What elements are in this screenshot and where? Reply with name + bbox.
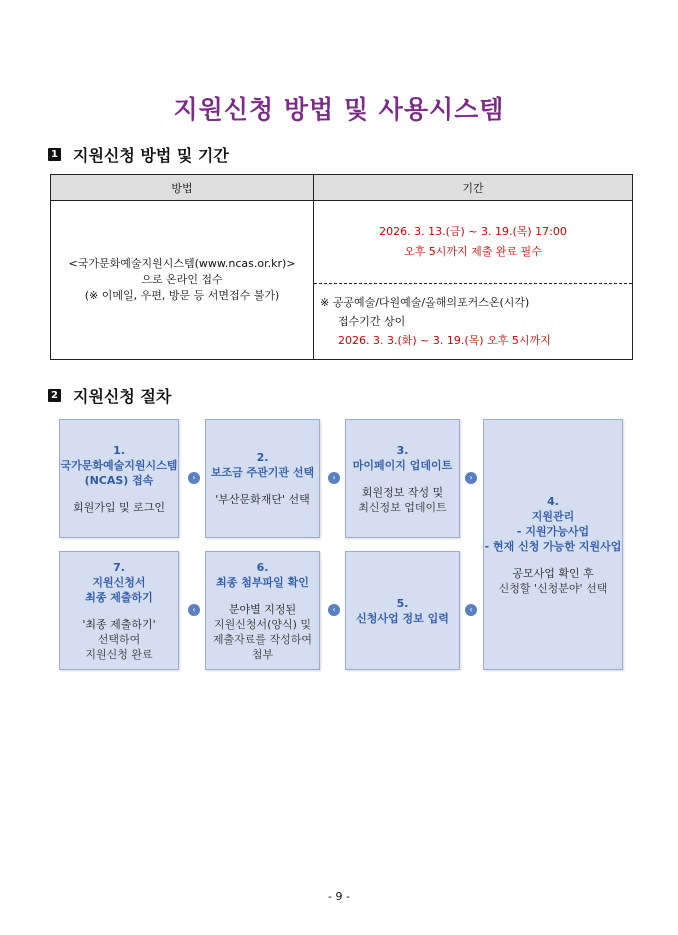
step-7-desc-2: 선택하여 <box>97 632 141 646</box>
step-box-4 <box>483 419 623 670</box>
step-box-5 <box>345 551 460 670</box>
step-4-title-2: - 지원가능사업 <box>516 524 590 538</box>
section-number-1: 1 <box>48 148 61 161</box>
period-date: 2026. 3. 13.(금) ~ 3. 19.(목) 17:00 <box>379 225 567 238</box>
step-7-title: 지원신청서 <box>92 575 146 589</box>
step-2-desc: '부산문화재단' 선택 <box>215 493 310 506</box>
step-box-3 <box>345 419 460 538</box>
page-number: - 9 - <box>328 890 350 903</box>
step-4-title: 지원관리 <box>531 509 575 523</box>
section-title-2: 지원신청 절차 <box>73 387 172 406</box>
arrow-right-icon: › <box>328 472 340 484</box>
step-5-number: 5. <box>396 596 409 610</box>
step-1-title-2: (NCAS) 접속 <box>84 473 154 487</box>
step-box-1 <box>59 419 179 538</box>
step-3-title: 마이페이지 업데이트 <box>352 458 453 472</box>
step-6-desc-3: 제출자료를 작성하여 <box>212 632 313 646</box>
page-title: 지원신청 방법 및 사용시스템 <box>173 95 505 124</box>
step-7-desc-3: 지원신청 완료 <box>85 647 153 661</box>
step-1-desc: 회원가입 및 로그인 <box>72 500 165 514</box>
section-title-1: 지원신청 방법 및 기간 <box>73 146 229 165</box>
step-6-desc: 분야별 지정된 <box>228 602 297 616</box>
step-6-desc-2: 지원신청서(양식) 및 <box>213 617 312 631</box>
arrow-right-icon: › <box>465 472 477 484</box>
step-7-title-2: 최종 제출하기 <box>85 590 153 604</box>
step-box-2 <box>205 419 320 538</box>
step-7-number: 7. <box>113 560 125 574</box>
step-2-number: 2. <box>256 451 269 464</box>
step-6-number: 6. <box>256 560 269 574</box>
step-5-title: 신청사업 정보 입력 <box>356 611 449 625</box>
arrow-left-icon: ‹ <box>465 604 477 616</box>
arrow-left-icon: ‹ <box>328 604 340 616</box>
step-3-number: 3. <box>396 443 409 457</box>
step-2-title: 보조금 주관기관 선택 <box>210 466 315 479</box>
step-4-desc-2: 신청할 '신청분야' 선택 <box>498 581 608 595</box>
header-period: 기간 <box>314 175 633 201</box>
note-line-1: ※ 공공예술/다원예술/올해의포커스온(시각) <box>320 296 530 309</box>
note-line-2: 접수기간 상이 <box>338 315 406 328</box>
step-box-7 <box>59 551 179 670</box>
step-6-desc-4: 첨부 <box>251 647 274 661</box>
step-7-desc: '최종 제출하기' <box>82 617 156 631</box>
step-4-desc: 공모사업 확인 후 <box>512 566 594 580</box>
arrow-left-icon: ‹ <box>188 604 200 616</box>
arrow-right-icon: › <box>188 472 200 484</box>
note-line-3: 2026. 3. 3.(화) ~ 3. 19.(목) 오후 5시까지 <box>338 334 551 347</box>
step-3-desc-2: 최신정보 업데이트 <box>358 500 447 514</box>
step-4-number: 4. <box>547 494 559 508</box>
step-6-title: 최종 첨부파일 확인 <box>216 575 309 589</box>
step-1-title: 국가문화예술지원시스템 <box>60 458 178 472</box>
header-method: 방법 <box>51 175 314 201</box>
step-box-6 <box>205 551 320 670</box>
step-3-desc: 회원정보 작성 및 <box>361 485 444 499</box>
step-4-title-3: - 현재 신청 가능한 지원사업 <box>484 539 622 553</box>
step-1-number: 1. <box>113 443 125 457</box>
period-deadline: 오후 5시까지 제출 완료 필수 <box>404 245 542 258</box>
method-line-2: 으로 온라인 접수 <box>141 273 223 286</box>
method-line-3: (※ 이메일, 우편, 방문 등 서면접수 불가) <box>84 289 280 302</box>
method-line-1: <국가문화예술지원시스템(www.ncas.or.kr)> <box>68 257 296 270</box>
section-number-2: 2 <box>48 389 61 402</box>
